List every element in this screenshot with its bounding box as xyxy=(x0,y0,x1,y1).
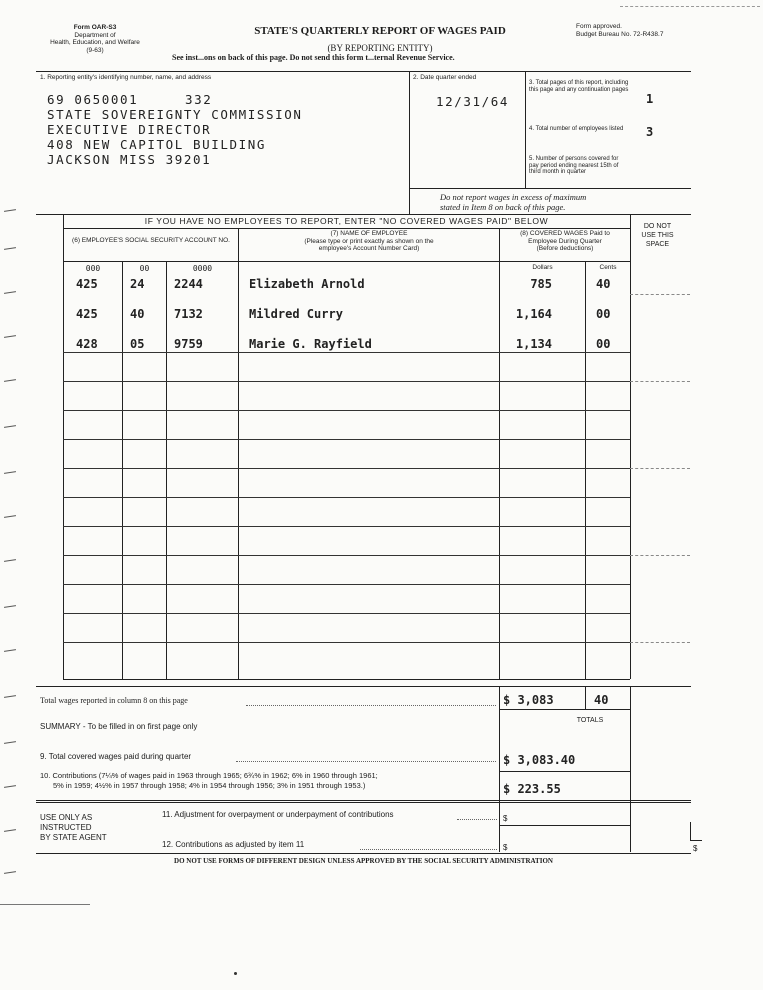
employee-1-ssn-group: 24 xyxy=(130,277,145,291)
form-title: STATE'S QUARTERLY REPORT OF WAGES PAID xyxy=(254,25,506,37)
totals-cents: 40 xyxy=(594,693,609,707)
item4-label: 4. Total number of employees listed xyxy=(529,126,624,132)
col-name-line-2: (Please type or print exactly as shown on the xyxy=(304,237,434,245)
form-instructions: See inst...ons on back of this page. Do not send this form t...ternal Revenue Service. xyxy=(172,53,455,62)
item12-label: 12. Contributions as adjusted by item 11 xyxy=(162,840,305,849)
approval-block xyxy=(576,23,696,38)
employee-3-ssn-serial: 9759 xyxy=(174,337,203,351)
ssn-sub-3: 0000 xyxy=(192,264,213,273)
employee-3-cents: 00 xyxy=(596,337,611,351)
do-not-use-line-3: SPACE xyxy=(645,241,670,248)
col-wages-line-1: (8) COVERED WAGES Paid to xyxy=(520,230,610,237)
col-name-line-3: employee's Account Number Card) xyxy=(318,245,420,252)
form-subtitle: (BY REPORTING ENTITY) xyxy=(327,43,433,53)
summary-label: SUMMARY - To be filled in on first page only xyxy=(40,722,198,731)
department-line-1: Department of xyxy=(74,31,116,39)
employee-1-name: Elizabeth Arnold xyxy=(249,277,365,291)
employee-2-ssn-serial: 7132 xyxy=(174,307,203,321)
state-agent-line-3: BY STATE AGENT xyxy=(40,833,107,842)
footer-notice: DO NOT USE FORMS OF DIFFERENT DESIGN UNLESS APPROVED BY THE SOCIAL SECURITY ADMINISTRATION xyxy=(174,857,553,865)
do-not-use-space xyxy=(630,222,685,249)
maximum-note-line-2: stated in Item 8 on back of this page. xyxy=(440,202,566,212)
employee-2-ssn-area: 425 xyxy=(76,307,98,321)
employee-3-dollars: 1,134 xyxy=(515,337,552,351)
col-wages-header xyxy=(500,230,630,253)
ssn-sub-2: 00 xyxy=(139,264,150,273)
item11-label: 11. Adjustment for overpayment or underpayment of contributions xyxy=(162,810,394,819)
employee-2-dollars: 1,164 xyxy=(515,307,552,321)
item3-value: 1 xyxy=(646,92,654,106)
form-date: (9-63) xyxy=(86,46,104,54)
employee-3-name: Marie G. Rayfield xyxy=(249,337,372,351)
entity-code: 332 xyxy=(185,92,213,107)
entity-director: EXECUTIVE DIRECTOR xyxy=(47,122,212,137)
form-id: Form OAR-S3 xyxy=(73,24,117,31)
do-not-use-line-1: DO NOT xyxy=(643,223,672,230)
employee-3-ssn-area: 428 xyxy=(76,337,98,351)
approval-line-2: Budget Bureau No. 72-R438.7 xyxy=(576,30,664,38)
approval-line-1: Form approved. xyxy=(576,23,622,30)
state-agent-line-1: USE ONLY AS xyxy=(40,813,93,822)
quarter-label: 2. Date quarter ended xyxy=(413,74,477,81)
col-ssn-header: (6) EMPLOYEE'S SOCIAL SECURITY ACCOUNT NO. xyxy=(72,237,230,244)
col-name-line-1: (7) NAME OF EMPLOYEE xyxy=(330,230,408,237)
col-wages-line-2: Employee During Quarter xyxy=(528,237,602,245)
employee-1-ssn-serial: 2244 xyxy=(174,277,203,291)
item3-label: 3. Total pages of this report, including this page and any continuation pages xyxy=(529,80,629,93)
employee-3-ssn-group: 05 xyxy=(130,337,145,351)
employee-2-cents: 00 xyxy=(596,307,611,321)
state-agent-line-2: INSTRUCTED xyxy=(40,823,92,832)
totals-dollars: $ 3,083 xyxy=(503,693,554,707)
entity-address: 408 NEW CAPITOL BUILDING xyxy=(47,137,267,152)
item9-label: 9. Total covered wages paid during quarter xyxy=(40,752,192,761)
employee-1-ssn-area: 425 xyxy=(76,277,98,291)
quarter-value: 12/31/64 xyxy=(436,94,510,109)
item9-value: $ 3,083.40 xyxy=(503,753,576,767)
maximum-note-line-1: Do not report wages in excess of maximum xyxy=(440,192,587,202)
margin-dollar-mark: $ xyxy=(693,844,698,853)
item4-value: 3 xyxy=(646,125,654,139)
employee-1-cents: 40 xyxy=(596,277,611,291)
totals-label: Total wages reported in column 8 on this page xyxy=(40,696,188,705)
employee-2-name: Mildred Curry xyxy=(249,307,343,321)
item12-value: $ xyxy=(503,843,508,852)
item10-line-2: 5% in 1959; 4½% in 1957 through 1958; 4% in 1954 through 1956; 3% in 1951 through 1953.) xyxy=(53,781,366,790)
form-id-block xyxy=(40,24,150,54)
entity-label: 1. Reporting entity's identifying number, name, and address xyxy=(40,74,212,81)
ssn-sub-1: 000 xyxy=(85,264,101,273)
item10-value: $ 223.55 xyxy=(503,782,561,796)
entity-number: 69 0650001 xyxy=(47,92,139,107)
dollars-label: Dollars xyxy=(532,264,553,271)
cents-label: Cents xyxy=(599,264,617,271)
employee-2-ssn-group: 40 xyxy=(130,307,145,321)
no-employees-banner: IF YOU HAVE NO EMPLOYEES TO REPORT, ENTER "NO COVERED WAGES PAID" BELOW xyxy=(144,216,549,226)
maximum-note xyxy=(440,192,690,212)
item5-label: 5. Number of persons covered for pay period ending nearest 15th of third month in quarter xyxy=(529,156,619,175)
do-not-use-line-2: USE THIS xyxy=(641,232,674,239)
totals-label-box: TOTALS xyxy=(576,717,604,724)
col-wages-line-3: (Before deductions) xyxy=(536,245,594,252)
item11-value: $ xyxy=(503,814,508,823)
entity-city: JACKSON MISS 39201 xyxy=(47,152,212,167)
employee-1-dollars: 785 xyxy=(530,277,552,291)
department-line-2: Health, Education, and Welfare xyxy=(50,39,140,46)
state-agent-note xyxy=(40,813,107,843)
item10-label xyxy=(40,771,378,791)
item10-line-1: 10. Contributions (7¼% of wages paid in 1963 through 1965; 6¾% in 1962; 6% in 1960 through 1961; xyxy=(40,771,378,780)
entity-name: STATE SOVEREIGNTY COMMISSION xyxy=(47,107,303,122)
col-name-header xyxy=(239,230,499,253)
